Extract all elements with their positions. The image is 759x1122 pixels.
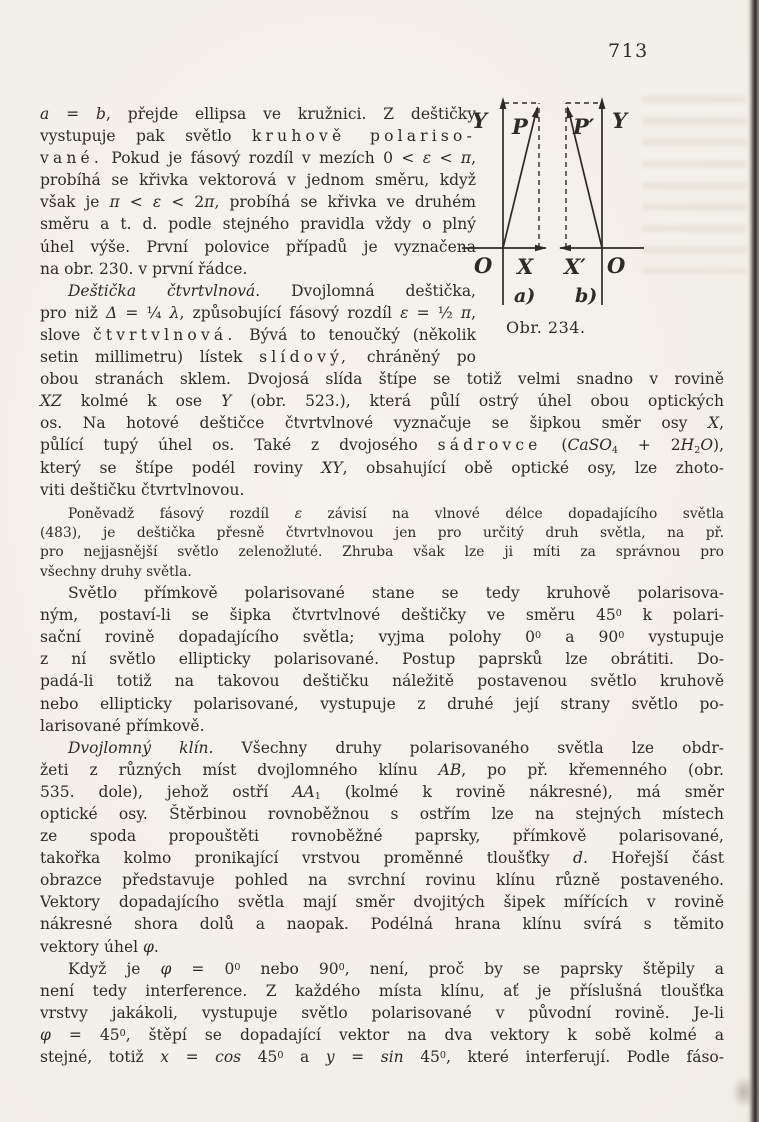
text-line: z ní světlo ellipticky polarisované. Postup paprsků lze obrátiti. Do- (40, 650, 724, 669)
text-line: na obr. 230. v první řádce. (40, 259, 248, 278)
text-line: viti deštičku čtvrtvlnovou. (40, 480, 245, 499)
paragraph (40, 582, 724, 737)
figure-obr-234 (460, 90, 665, 355)
figure-drawing (460, 90, 665, 355)
paragraph (40, 737, 724, 958)
text-line: půlící tupý úhel os. Také z dvojosého sádrovce (CaSO4 + 2H2O), (40, 436, 725, 456)
paragraph (40, 958, 724, 1068)
text-line: optické osy. Štěrbinou rovnoběžnou s ostřím lze na stejných místech (40, 805, 724, 823)
text-line: XZ kolmé k ose Y (obr. 523.), která půlí ostrý úhel obou optických (40, 392, 724, 411)
text-line: Dvojlomný klín. Všechny druhy polarisovaného světla lze obdr- (68, 738, 724, 757)
text-line: vané. Pokud je fásový rozdíl v mezích 0 < ε < π, (40, 149, 476, 168)
scan-edge-line (747, 0, 759, 1122)
text-line: všechny druhy světla. (40, 563, 192, 580)
text-line: ze spoda propouštěti rovnoběžné paprsky, přímkově polarisované, (40, 827, 724, 846)
text-line: obou stranách sklem. Dvojosá slída štípe se totiž velmi snadno v rovině (40, 370, 724, 389)
label-y-b: Y (612, 108, 627, 133)
text-line: 535. dole), jehož ostří AA1 (kolmé k rovině nákresné), má směr (40, 782, 725, 803)
text-line: pro niž Δ = ¼ λ, způsobující fásový rozdíl ε = ½ π, (40, 303, 477, 322)
text-line: Když je $\varphi = 0^0$ nebo $90^0$, není, proč by se paprsky štěpily a (68, 959, 724, 978)
text-line: vrstvy jakákoli, vystupuje světlo polarisované v původní rovině. Je-li (40, 1003, 724, 1022)
text-line: os. Na hotové deštičce čtvrtvlnové vyznačuje se šipkou směr osy X, (40, 414, 724, 433)
label-tag-b: b) (575, 285, 598, 307)
text-line: $\varphi = 45^0$, štěpí se dopadající vektor na dva vektory k sobě kolmé a (40, 1025, 724, 1044)
text-line: který se štípe podél roviny XY, obsahující obě optické osy, lze zhoto- (40, 458, 724, 477)
label-y-a: Y (472, 108, 487, 133)
label-o-a: O (474, 253, 493, 278)
text-line: však je π < ε < 2π, probíhá se křivka ve druhém (40, 193, 476, 212)
text-line: larisované přímkově. (40, 716, 205, 735)
label-p-prime: P′ (573, 114, 595, 139)
text-line: úhel výše. První polovice případů je vyznačena (40, 237, 476, 256)
paragraph-small (40, 505, 724, 582)
vector-p-arrowhead (532, 106, 539, 118)
figure-caption: Obr. 234. (506, 318, 586, 337)
text-line: Světlo přímkově polarisované stane se tedy kruhově polarisova- (68, 584, 724, 603)
text-line: sační rovině dopadajícího světla; vyjma polohy $0^0$ a $90^0$ vystupuje (40, 628, 724, 647)
text-line: Poněvadž fásový rozdíl ε závisí na vlnové délce dopadajícího světla (68, 505, 725, 522)
page-number: 713 (608, 40, 649, 62)
text-line: vektory úhel φ. (40, 937, 159, 956)
label-x-a: X (517, 254, 534, 279)
text-line: probíhá se křivka vektorová v jednom směru, když (40, 171, 476, 190)
text-line: nákresné shora dolů a naopak. Podélná hrana klínu svírá s těmito (40, 915, 724, 934)
text-line: obrazce představuje pohled na svrchní rovinu klínu různě postaveného. (40, 871, 724, 890)
text-line: není tedy interference. Z každého místa klínu, ať je příslušná tloušťka (40, 981, 724, 1000)
text-line: setin millimetru) lístek slídový, chráněný po (40, 348, 476, 367)
text-line: stejné, totiž $x = \cos 45^0$ a $y = \sin 45^0$, které interferují. Podle fáso- (40, 1048, 724, 1067)
text-line: pro nejjasnější světlo zelenožluté. Zhruba však lze ji míti za správnou pro (40, 544, 724, 561)
text-line: ným, postaví-li se šipka čtvrtvlnové deštičky ve směru $45^0$ k polari- (40, 606, 724, 625)
text-line: slove čtvrtvlnová. Bývá to tenoučký (několik (40, 325, 476, 344)
text-line: Deštička čtvrtvlnová. Dvojlomná deštička, (68, 281, 476, 300)
text-line: Vektory dopadajícího světla mají směr dvojitých šipek mířících v rovině (40, 893, 724, 912)
scan-smudge (732, 1076, 756, 1108)
text-line: (483), je deštička přesně čtvrtvlnovou jen pro určitý druh světla, na př. (40, 525, 724, 542)
label-p: P (512, 114, 528, 139)
text-line: žeti z různých míst dvojlomného klínu AB, po př. křemenného (obr. (40, 760, 724, 779)
x-axis-b-arrowhead (559, 245, 571, 251)
text-line: směru a t. d. podle stejného pravidla vždy o plný (40, 215, 476, 234)
y-axis-b-arrowhead (599, 97, 606, 109)
text-line: takořka kolmo pronikající vrstvou proměnné tloušťky d. Hořejší část (40, 849, 724, 868)
label-o-b: O (607, 253, 626, 278)
x-axis-a-arrowhead (535, 245, 547, 251)
text-line: padá-li totiž na takovou deštičku náležitě postavenou světlo kruhově (40, 672, 724, 691)
label-tag-a: a) (514, 285, 536, 307)
text-line: vystupuje pak světlo kruhově polariso- (40, 127, 476, 146)
label-x-b: X′ (564, 254, 586, 279)
text-line: nebo ellipticky polarisované, vystupuje z druhé její strany světlo po- (40, 694, 724, 713)
text-line: a = b, přejde ellipsa ve kružnici. Z deštičky (40, 105, 476, 123)
